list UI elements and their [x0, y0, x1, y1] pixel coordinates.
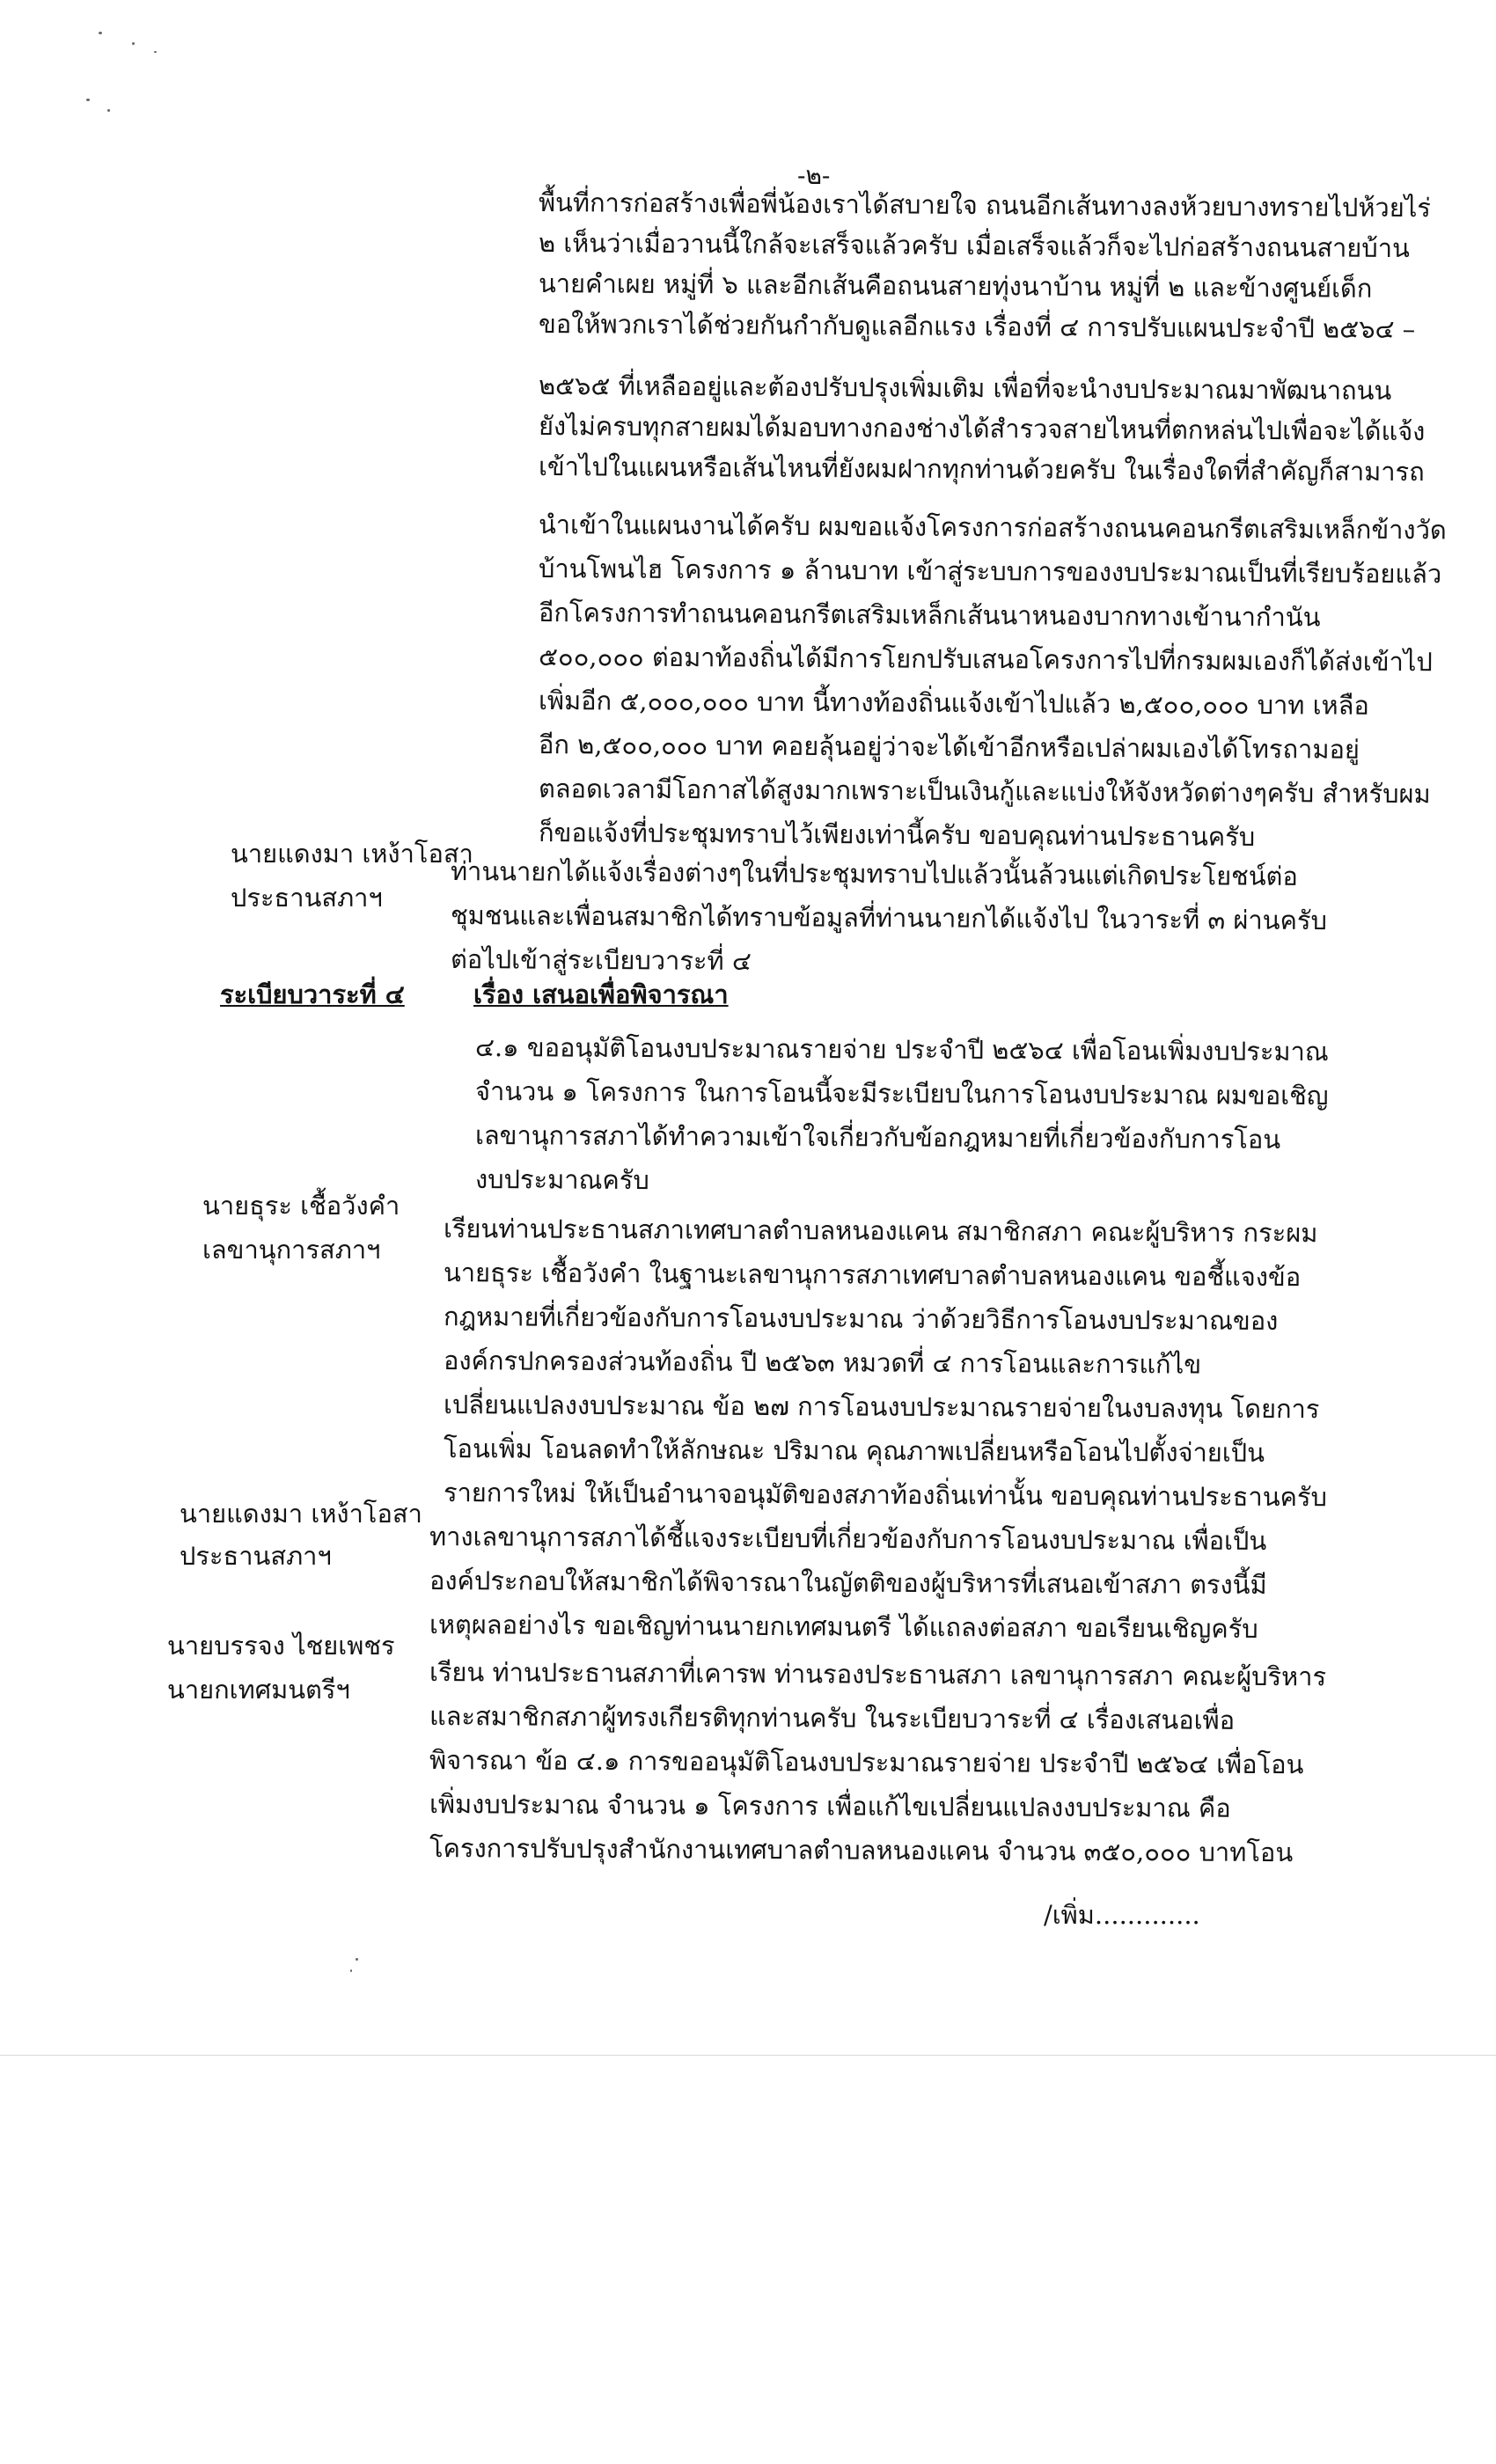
- body-line: จำนวน ๑ โครงการ ในการโอนนี้จะมีระเบียบในการโอนงบประมาณ ผมขอเชิญ: [474, 1076, 1329, 1111]
- body-line: โอนเพิ่ม โอนลดทำให้ลักษณะ ปริมาณ คุณภาพเปลี่ยนหรือโอนไปตั้งจ่ายเป็น: [443, 1434, 1265, 1468]
- body-line: องค์ประกอบให้สมาชิกได้พิจารณาในญัตติของผู้บริหารที่เสนอเข้าสภา ตรงนี้มี: [429, 1566, 1267, 1600]
- body-line: ยังไม่ครบทุกสายผมได้มอบทางกองช่างได้สำรวจสายไหนที่ตกหล่นไปเพื่อจะได้แจ้ง: [538, 411, 1426, 447]
- page-number: -๒-: [797, 161, 831, 190]
- subject-heading: เรื่อง เสนอเพื่อพิจารณา: [473, 979, 729, 1009]
- body-line: ต่อไปเข้าสู่ระเบียบวาระที่ ๔: [450, 944, 752, 977]
- body-line: และสมาชิกสภาผู้ทรงเกียรติทุกท่านครับ ในระเบียบวาระที่ ๔ เรื่องเสนอเพื่อ: [429, 1701, 1236, 1735]
- scan-speck: [132, 42, 135, 45]
- body-line: นายคำเผย หมู่ที่ ๖ และอีกเส้นคือถนนสายทุ่งนาบ้าน หมู่ที่ ๒ และข้างศูนย์เด็ก: [538, 268, 1373, 304]
- body-line: เรียน ท่านประธานสภาที่เคารพ ท่านรองประธานสภา เลขานุการสภา คณะผู้บริหาร: [429, 1657, 1327, 1692]
- body-line: เรียนท่านประธานสภาเทศบาลตำบลหนองแคน สมาชิกสภา คณะผู้บริหาร กระผม: [443, 1214, 1318, 1249]
- body-line: เพิ่มงบประมาณ จำนวน ๑ โครงการ เพื่อแก้ไขเปลี่ยนแปลงงบประมาณ คือ: [429, 1789, 1231, 1823]
- scan-speck: [356, 1958, 358, 1961]
- body-line: อีก ๒,๕๐๐,๐๐๐ บาท คอยลุ้นอยู่ว่าจะได้เข้าอีกหรือเปล่าผมเองได้โทรถามอยู่: [538, 730, 1360, 765]
- agenda-heading: ระเบียบวาระที่ ๔: [220, 979, 405, 1009]
- body-line: ท่านนายกได้แจ้งเรื่องต่างๆในที่ประชุมทราบไปแล้วนั้นล้วนแต่เกิดประโยชน์ต่อ: [450, 856, 1298, 891]
- body-line: ๕๐๐,๐๐๐ ต่อมาท้องถิ่นได้มีการโยกปรับเสนอโครงการไปที่กรมผมเองก็ได้ส่งเข้าไป: [538, 642, 1433, 678]
- scan-speck: [350, 1969, 352, 1972]
- body-line: เหตุผลอย่างไร ขอเชิญท่านนายกเทศมนตรี ได้แถลงต่อสภา ขอเรียนเชิญครับ: [429, 1610, 1258, 1644]
- body-line: กฎหมายที่เกี่ยวข้องกับการโอนงบประมาณ ว่าด้วยวิธีการโอนงบประมาณของ: [443, 1302, 1279, 1336]
- body-line: รายการใหม่ ให้เป็นอำนาจอนุมัติของสภาท้องถิ่นเท่านั้น ขอบคุณท่านประธานครับ: [443, 1478, 1328, 1513]
- body-line: นำเข้าในแผนงานได้ครับ ผมขอแจ้งโครงการก่อสร้างถนนคอนกรีตเสริมเหล็กข้างวัด: [538, 510, 1447, 546]
- body-line: งบประมาณครับ: [474, 1164, 649, 1196]
- speaker-name: นายบรรจง ไชยเพชร: [167, 1631, 395, 1661]
- body-line: ขอให้พวกเราได้ช่วยกันกำกับดูแลอีกแรง เรื่องที่ ๔ การปรับแผนประจำปี ๒๕๖๔ –: [538, 309, 1416, 345]
- body-line: เข้าไปในแผนหรือเส้นไหนที่ยังผมฝากทุกท่านด้วยครับ ในเรื่องใดที่สำคัญก็สามารถ: [538, 451, 1425, 488]
- body-line: ก็ขอแจ้งที่ประชุมทราบไว้เพียงเท่านี้ครับ ขอบคุณท่านประธานครับ: [538, 818, 1256, 852]
- scan-speck: [107, 109, 110, 112]
- body-line: ๔.๑ ขออนุมัติโอนงบประมาณรายจ่าย ประจำปี ๒๕๖๔ เพื่อโอนเพิ่มงบประมาณ: [474, 1032, 1329, 1067]
- body-line: องค์กรปกครองส่วนท้องถิ่น ปี ๒๕๖๓ หมวดที่ ๔ การโอนและการแก้ไข: [443, 1346, 1202, 1380]
- speaker-name: นายแดงมา เหง้าโอสา: [231, 839, 473, 869]
- body-line: เลขานุการสภาได้ทำความเข้าใจเกี่ยวกับข้อกฎหมายที่เกี่ยวข้องกับการโอน: [474, 1120, 1281, 1155]
- speaker-role: เลขานุการสภาฯ: [202, 1235, 381, 1265]
- body-line: ๒ เห็นว่าเมื่อวานนี้ใกล้จะเสร็จแล้วครับ เมื่อเสร็จแล้วก็จะไปก่อสร้างถนนสายบ้าน: [538, 228, 1410, 264]
- speaker-name: นายแดงมา เหง้าโอสา: [180, 1499, 422, 1529]
- body-line: ๒๕๖๕ ที่เหลืออยู่และต้องปรับปรุงเพิ่มเติม เพื่อที่จะนำงบประมาณมาพัฒนาถนน: [538, 370, 1392, 406]
- scan-speck: [86, 99, 90, 101]
- body-line: พิจารณา ข้อ ๔.๑ การขออนุมัติโอนงบประมาณรายจ่าย ประจำปี ๒๕๖๔ เพื่อโอน: [429, 1745, 1304, 1780]
- scan-speck: [154, 51, 157, 53]
- body-line: พื้นที่การก่อสร้างเพื่อพี่น้องเราได้สบายใจ ถนนอีกเส้นทางลงห้วยบางทรายไปห้วยไร่: [538, 187, 1432, 224]
- scan-edge: [0, 2055, 1496, 2056]
- speaker-name: นายธุระ เชื้อวังคำ: [202, 1191, 400, 1221]
- speaker-role: ประธานสภาฯ: [231, 883, 383, 913]
- body-line: ตลอดเวลามีโอกาสได้สูงมากเพราะเป็นเงินกู้และแบ่งให้จังหวัดต่างๆครับ สำหรับผม: [538, 774, 1431, 810]
- continuation-mark: /เพิ่ม.............: [1044, 1900, 1200, 1930]
- body-line: โครงการปรับปรุงสำนักงานเทศบาลตำบลหนองแคน จำนวน ๓๕๐,๐๐๐ บาทโอน: [429, 1833, 1294, 1868]
- speaker-role: นายกเทศมนตรีฯ: [167, 1675, 350, 1705]
- body-line: อีกโครงการทำถนนคอนกรีตเสริมเหล็กเส้นนาหนองบากทางเข้านากำนัน: [538, 598, 1321, 633]
- body-line: บ้านโพนไฮ โครงการ ๑ ล้านบาท เข้าสู่ระบบการของงบประมาณเป็นที่เรียบร้อยแล้ว: [538, 554, 1442, 590]
- body-line: เปลี่ยนแปลงงบประมาณ ข้อ ๒๗ การโอนงบประมาณรายจ่ายในงบลงทุน โดยการ: [443, 1390, 1320, 1425]
- scan-speck: [99, 32, 102, 34]
- body-line: ชุมชนและเพื่อนสมาชิกได้ทราบข้อมูลที่ท่านนายกได้แจ้งไป ในวาระที่ ๓ ผ่านครับ: [450, 900, 1328, 936]
- speaker-role: ประธานสภาฯ: [180, 1541, 332, 1571]
- body-line: เพิ่มอีก ๕,๐๐๐,๐๐๐ บาท นี้ทางท้องถิ่นแจ้งเข้าไปแล้ว ๒,๕๐๐,๐๐๐ บาท เหลือ: [538, 686, 1370, 721]
- body-line: นายธุระ เชื้อวังคำ ในฐานะเลขานุการสภาเทศบาลตำบลหนองแคน ขอชี้แจงข้อ: [443, 1258, 1302, 1293]
- body-line: ทางเลขานุการสภาได้ชี้แจงระเบียบที่เกี่ยวข้องกับการโอนงบประมาณ เพื่อเป็น: [429, 1522, 1267, 1556]
